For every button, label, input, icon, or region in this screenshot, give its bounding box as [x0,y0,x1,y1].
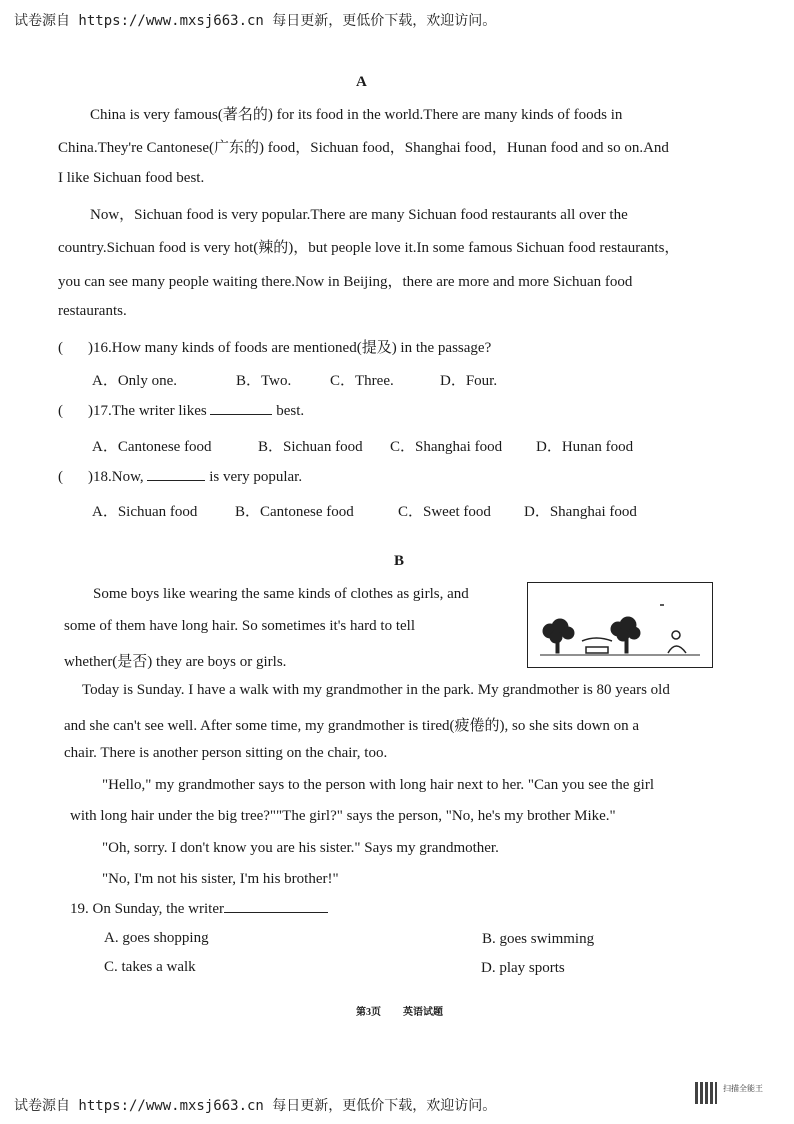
answer-blank[interactable] [147,468,205,481]
question-stem: )17.The writer likes [88,403,207,419]
passage-a-line: I like Sichuan food best. [58,170,205,186]
passage-b-line: chair. There is another person sitting on the chair, too. [64,745,388,761]
scanner-logo: 扫描全能王 [723,1084,763,1093]
passage-b-line: some of them have long hair. So sometimes it's hard to tell [64,618,415,634]
passage-b-line: with long hair under the big tree?""The girl?" says the person, "No, he's my brother Mike." [70,808,616,824]
question-17 [58,402,304,420]
option-c: C. takes a walk [104,959,196,975]
source-header: 试卷源自 https://www.mxsj663.cn 每日更新，更低价下载，欢迎访问。 [14,13,497,29]
section-a-title: A [356,74,367,90]
option-c: C．Three. [330,373,394,389]
passage-b-line: Some boys like wearing the same kinds of clothes as girls, and [93,586,469,602]
question-stem: )18.Now, [88,469,144,485]
answer-blank[interactable] [210,402,272,415]
option-d: D．Shanghai food [524,504,637,520]
passage-b-line: "No, I'm not his sister, I'm his brother!" [102,871,339,887]
option-b: B．Two. [236,373,292,389]
option-a: A．Only one. [92,373,177,389]
passage-a-line: country.Sichuan food is very hot(辣的)，but people love it.In some famous Sichuan food restaurants， [58,240,680,256]
answer-paren[interactable]: ( [58,469,63,485]
passage-a-line: restaurants. [58,303,127,319]
park-illustration [527,582,713,668]
passage-b-line: "Hello," my grandmother says to the person with long hair next to her. "Can you see the girl [102,777,655,793]
option-a: A．Sichuan food [92,504,198,520]
page-number: 第3页 [356,1007,381,1018]
passage-b-line: and she can't see well. After some time, my grandmother is tired(疲倦的), so she sits down on a [64,718,640,734]
passage-a-line: Now，Sichuan food is very popular.There are many Sichuan food restaurants all over the [90,207,628,223]
answer-paren[interactable]: ( [58,403,63,419]
source-footer: 试卷源自 https://www.mxsj663.cn 每日更新，更低价下载，欢迎访问。 [14,1098,497,1114]
section-b-title: B [394,553,405,569]
question-stem: )16.How many kinds of foods are mentioned(提及) in the passage? [88,340,492,356]
option-a: A. goes shopping [104,930,209,946]
option-a: A．Cantonese food [92,439,212,455]
option-d: D．Four. [440,373,498,389]
passage-b-line: "Oh, sorry. I don't know you are his sister." Says my grandmother. [102,840,499,856]
question-stem: 19. On Sunday, the writer [70,901,224,917]
question-stem-end: best. [276,403,305,419]
option-c: C．Shanghai food [390,439,503,455]
question-16 [58,336,491,357]
option-d: D. play sports [481,960,565,976]
passage-b-line: whether(是否) they are boys or girls. [64,654,287,670]
question-18 [58,468,302,486]
qr-code-icon [695,1082,717,1104]
option-c: C．Sweet food [398,504,491,520]
passage-a-line: China.They're Cantonese(广东的) food，Sichuan food，Shanghai food，Hunan food and so on.And [58,140,669,156]
passage-b-line: Today is Sunday. I have a walk with my grandmother in the park. My grandmother is 80 years old [82,682,670,698]
question-stem-end: is very popular. [209,469,303,485]
option-b: B．Cantonese food [235,504,354,520]
question-19 [70,900,328,918]
subject-label: 英语试题 [403,1007,443,1018]
option-b: B．Sichuan food [258,439,363,455]
option-d: D．Hunan food [536,439,634,455]
passage-a-line: China is very famous(著名的) for its food in the world.There are many kinds of foods in [90,107,623,123]
trees-bench-drawing [528,583,711,666]
option-b: B. goes swimming [482,931,595,947]
answer-paren[interactable]: ( [58,340,63,356]
answer-blank[interactable] [224,900,328,913]
passage-a-line: you can see many people waiting there.Now in Beijing，there are more and more Sichuan food [58,274,633,290]
